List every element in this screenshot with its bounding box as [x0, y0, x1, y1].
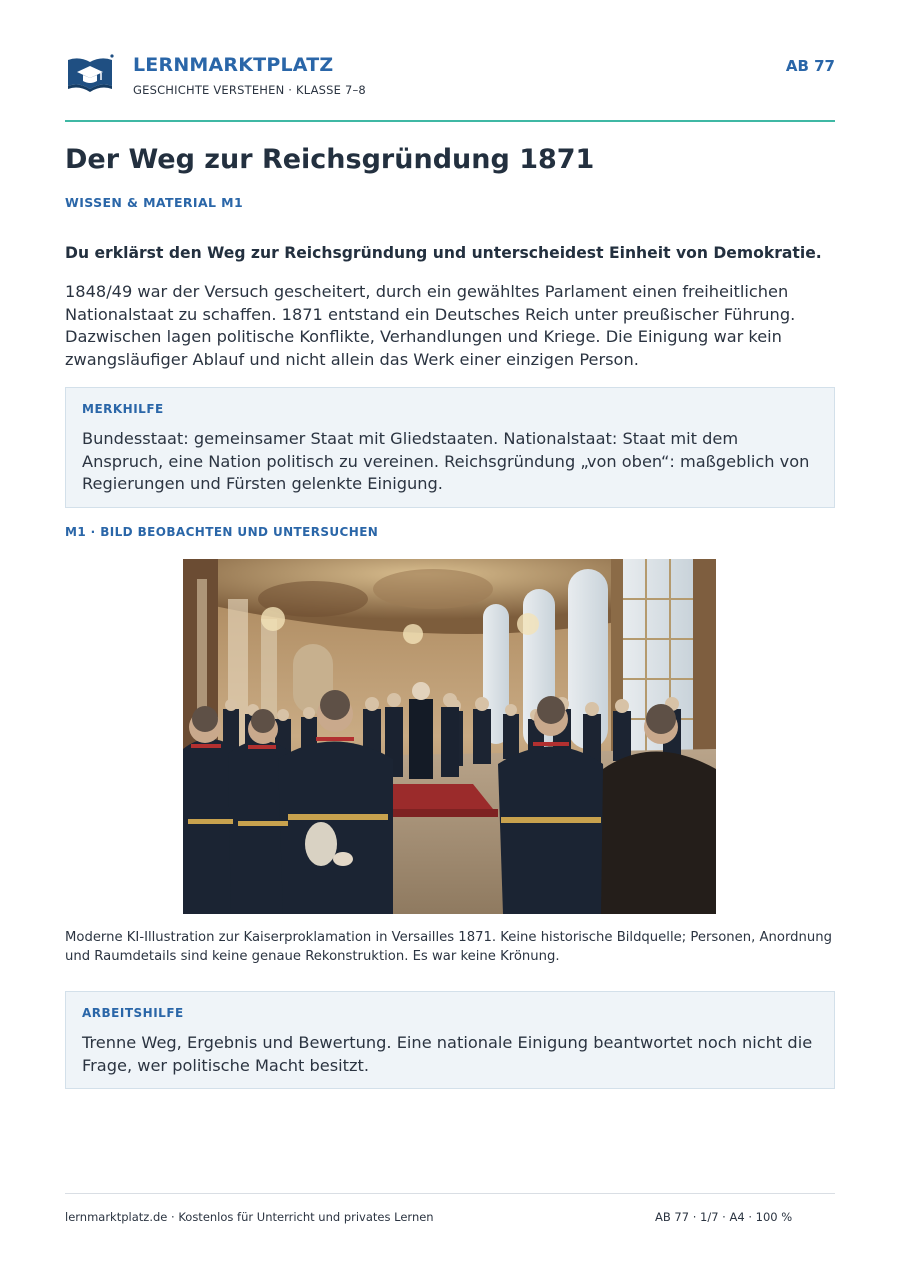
intro-text: 1848/49 war der Versuch gescheitert, durch ein gewähltes Parlament einen freiheitlichen Nationalstaat zu schaffen. 1871 entstand ein Deutsches Reich unter preußischer Führung. Dazwischen lagen politische Konflikte, Verhandlungen und Kriege. Die Einigung war kein zwangsläufiger Ablauf und nicht allein das Werk einer einzigen Person.	[65, 282, 796, 369]
arbeitshilfe-text: Trenne Weg, Ergebnis und Bewertung. Eine nationale Einigung beantwortet noch nicht die Frage, wer politische Macht besitzt.	[82, 1033, 813, 1075]
merkhilfe-text: Bundesstaat: gemeinsamer Staat mit Gliedstaaten. Nationalstaat: Staat mit dem Anspruch, eine Nation politisch zu vereinen. Reichsgründung „von oben“: maßgeblich von Regierungen und Fürsten gelenkte Einigung.	[82, 429, 810, 493]
header-divider	[65, 120, 835, 122]
merkhilfe-box	[65, 387, 835, 508]
material-label: M1 · BILD BEOBACHTEN UND UNTERSUCHEN	[65, 525, 379, 539]
arbeitshilfe-box	[65, 991, 835, 1089]
brand-subtitle: GESCHICHTE VERSTEHEN · KLASSE 7–8	[133, 83, 366, 97]
page-header	[65, 50, 835, 105]
footer-page-info: AB 77 · 1/7 · A4 · 100 %	[655, 1210, 793, 1224]
merkhilfe-label: MERKHILFE	[82, 402, 164, 416]
section-kicker: WISSEN & MATERIAL M1	[65, 195, 244, 210]
graduation-cap-book-icon	[65, 52, 115, 94]
footer-left-text: lernmarktplatz.de · Kostenlos für Unterricht und privates Lernen	[65, 1210, 434, 1224]
brand-name: LERNMARKTPLATZ	[133, 54, 334, 76]
proclamation-illustration	[183, 559, 716, 914]
arbeitshilfe-label: ARBEITSHILFE	[82, 1006, 184, 1020]
learning-goal: Du erklärst den Weg zur Reichsgründung und unterscheidest Einheit von Demokratie.	[65, 244, 822, 262]
footer-divider	[65, 1193, 835, 1194]
page-title: Der Weg zur Reichsgründung 1871	[65, 144, 595, 175]
sheet-number: AB 77	[785, 57, 835, 75]
image-caption: Moderne KI-Illustration zur Kaiserproklamation in Versailles 1871. Keine historische Bildquelle; Personen, Anordnung und Raumdetails sind keine genaue Rekonstruktion. Es war keine Krönung.	[65, 930, 832, 964]
